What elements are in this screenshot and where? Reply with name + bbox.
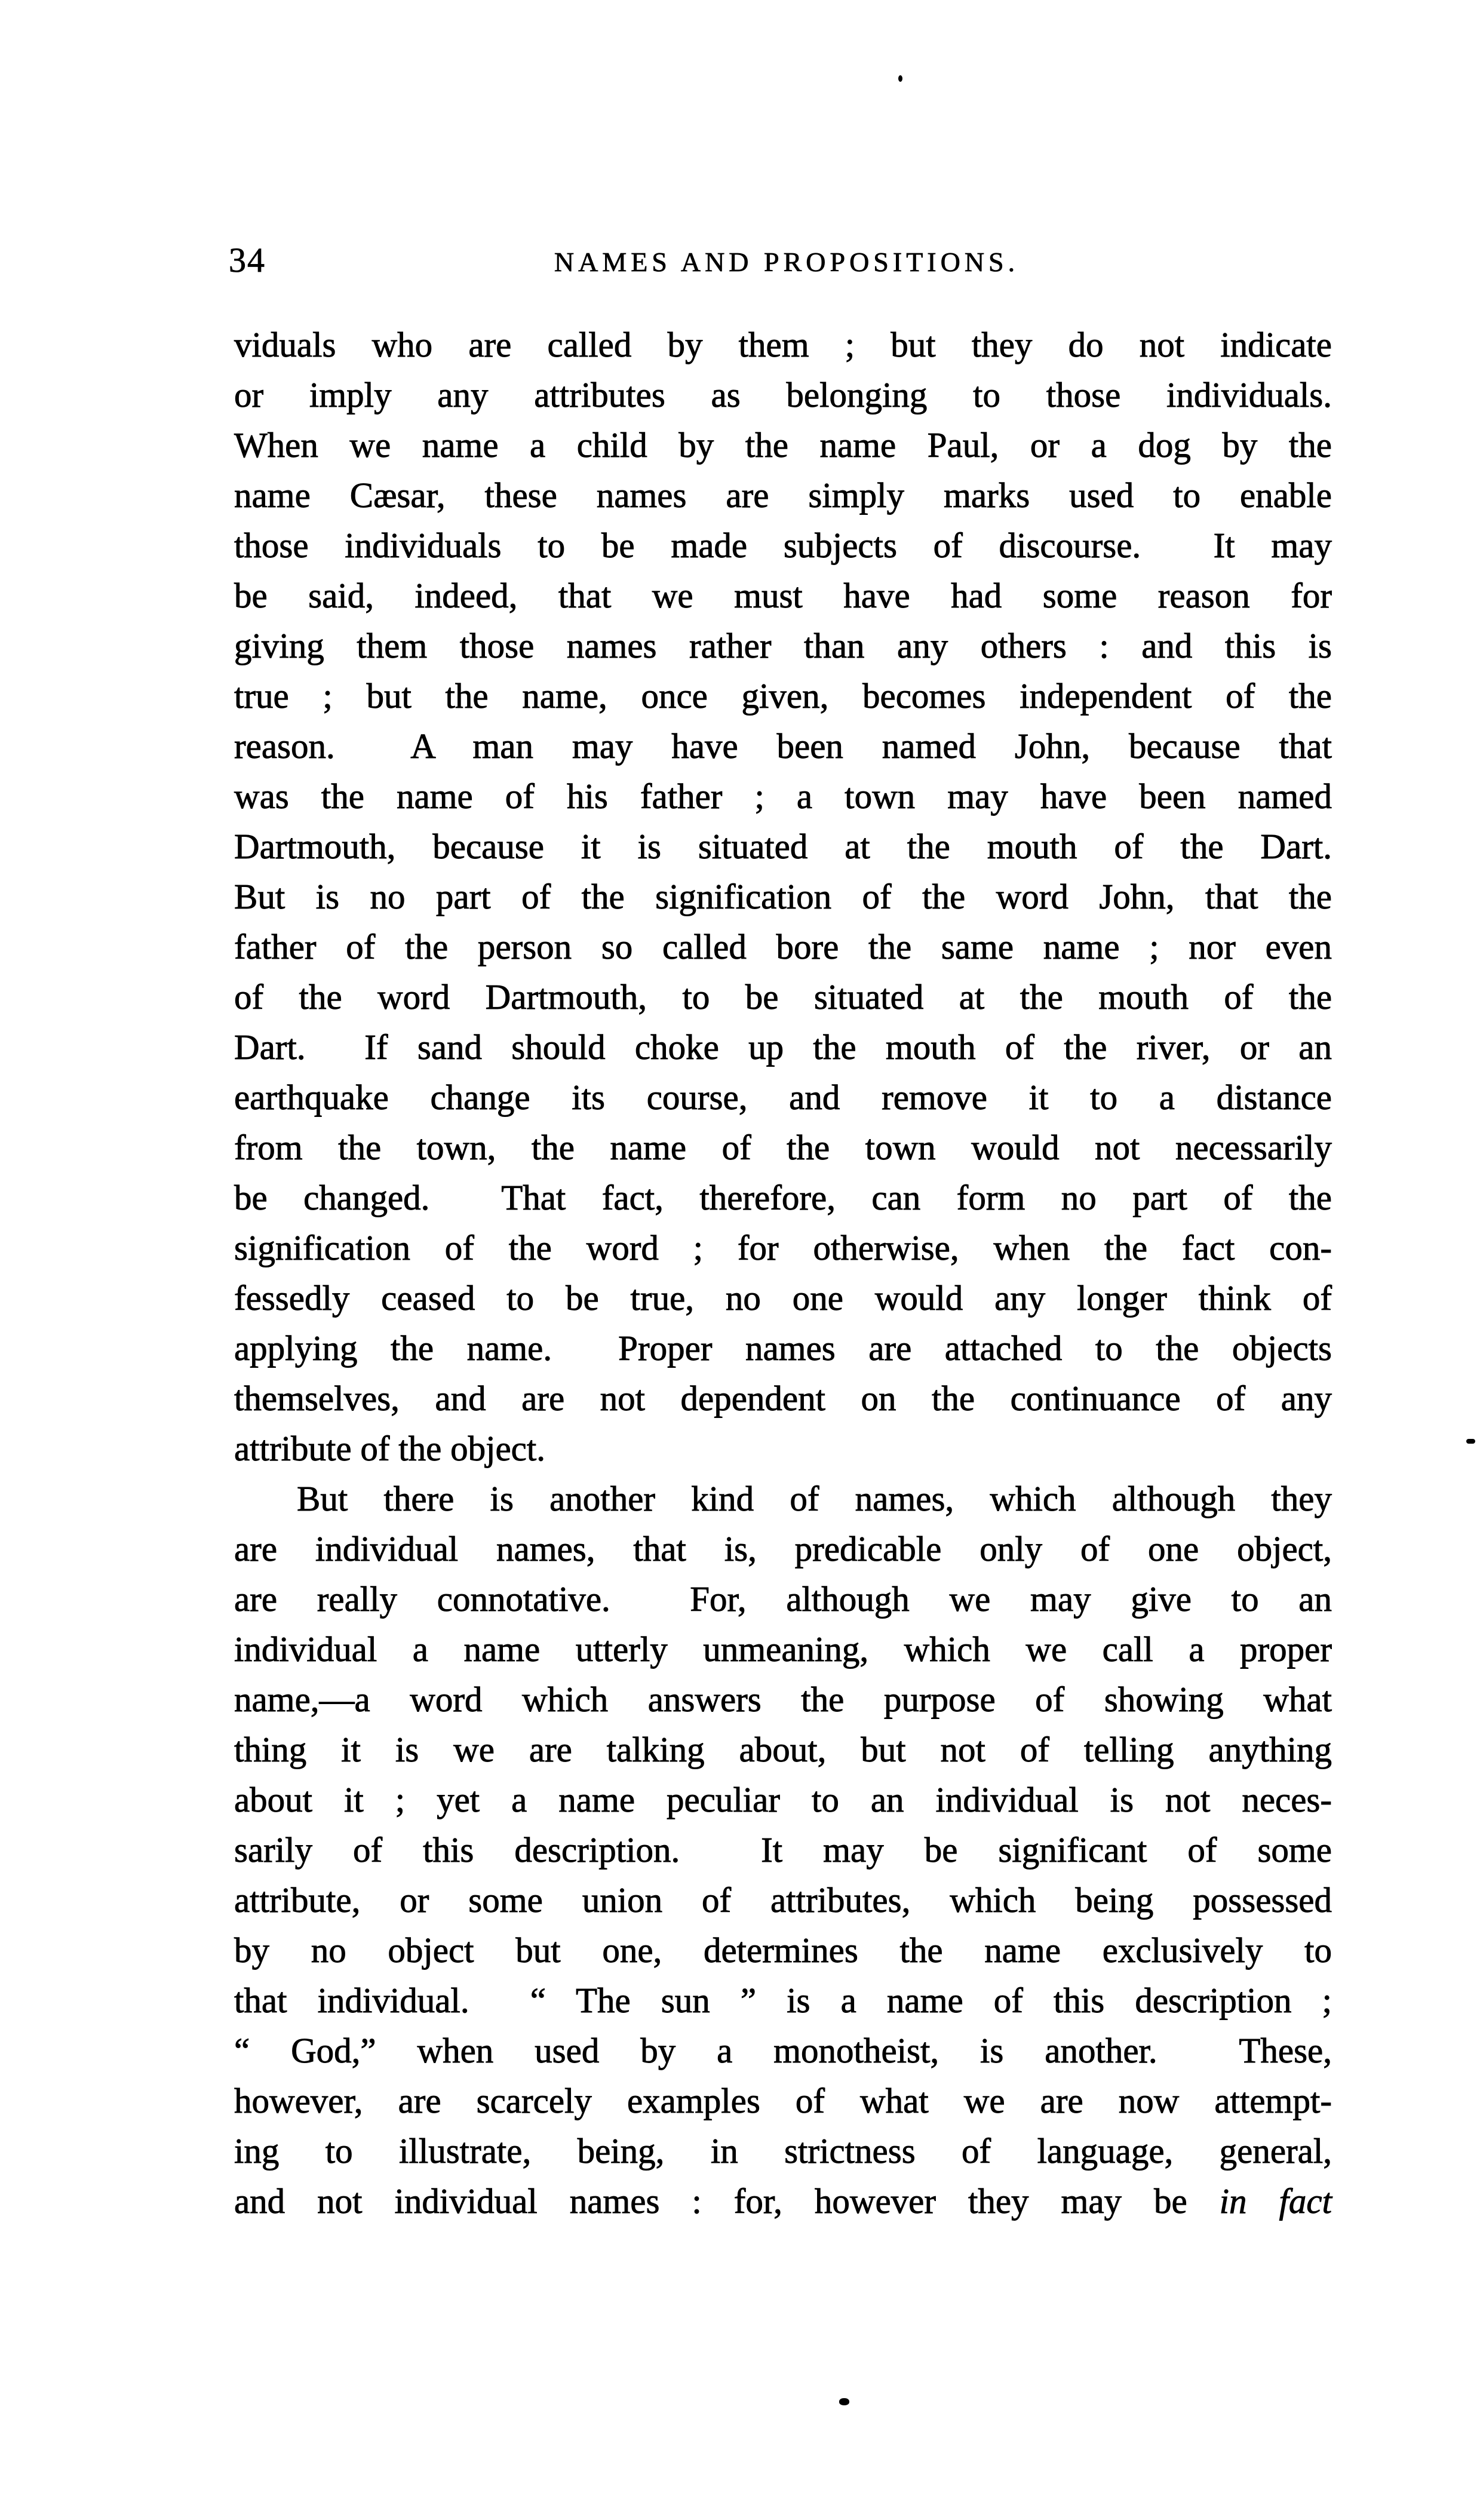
ink-speck-right-margin	[1466, 1439, 1475, 1444]
text-line	[234, 1524, 1332, 1574]
text-line-content: about it ; yet a name peculiar to an individual is not neces-	[234, 1780, 1332, 1819]
text-line-content: ing to illustrate, being, in strictness of language, general,	[234, 2131, 1332, 2171]
text-line	[234, 922, 1332, 972]
text-line-content: or imply any attributes as belonging to those individuals.	[234, 375, 1332, 415]
text-line	[234, 1273, 1332, 1323]
text-line	[234, 2126, 1332, 2176]
text-line	[234, 1674, 1332, 1724]
text-line-content: When we name a child by the name Paul, or a dog by the	[234, 425, 1332, 465]
text-line-content: Dartmouth, because it is situated at the mouth of the Dart.	[234, 827, 1332, 866]
text-line	[234, 320, 1332, 370]
text-line-content: father of the person so called bore the same name ; nor even	[234, 927, 1332, 966]
ink-speck-top	[898, 75, 902, 82]
ink-speck-bottom	[839, 2398, 849, 2405]
text-line-content: however, are scarcely examples of what we are now attempt-	[234, 2081, 1332, 2120]
text-line	[234, 2176, 1332, 2226]
text-line-content: name Cæsar, these names are simply marks used to enable	[234, 475, 1332, 515]
text-line	[234, 520, 1332, 570]
text-line-content: themselves, and are not dependent on the continuance of any	[234, 1379, 1332, 1418]
text-line	[234, 821, 1332, 871]
text-line-content: attribute, or some union of attributes, which being possessed	[234, 1880, 1332, 1920]
text-line-content: But is no part of the signification of the word John, that the	[234, 877, 1332, 916]
text-line	[234, 771, 1332, 821]
text-line	[234, 1975, 1332, 2025]
text-line-content: “ God,” when used by a monotheist, is another. These,	[234, 2031, 1332, 2070]
text-line-content: earthquake change its course, and remove it to a distance	[234, 1078, 1332, 1117]
italic-phrase: in fact	[1219, 2181, 1332, 2221]
text-line	[234, 570, 1332, 621]
text-line	[234, 1172, 1332, 1223]
text-line-content: sarily of this description. It may be significant of some	[234, 1830, 1332, 1870]
text-line	[234, 621, 1332, 671]
text-line	[234, 470, 1332, 520]
text-line-content: But there is another kind of names, which although they	[297, 1479, 1332, 1518]
text-line	[234, 2025, 1332, 2076]
text-line-content: applying the name. Proper names are attached to the objects	[234, 1328, 1332, 1368]
text-line-content: be said, indeed, that we must have had some reason for	[234, 576, 1332, 615]
text-line	[234, 1724, 1332, 1775]
text-line-content: true ; but the name, once given, becomes independent of the	[234, 676, 1332, 716]
text-line	[234, 1825, 1332, 1875]
text-line-content: of the word Dartmouth, to be situated at the mouth of the	[234, 977, 1332, 1017]
text-line-content: be changed. That fact, therefore, can form no part of the	[234, 1178, 1332, 1217]
text-line-content: thing it is we are talking about, but not of telling anything	[234, 1730, 1332, 1769]
text-line-content: was the name of his father ; a town may have been named	[234, 776, 1332, 816]
text-line	[234, 1373, 1332, 1423]
text-line	[234, 2076, 1332, 2126]
text-line-content: individual a name utterly unmeaning, which we call a proper	[234, 1629, 1332, 1669]
text-line	[234, 1122, 1332, 1172]
text-line-content: fessedly ceased to be true, no one would any longer think of	[234, 1278, 1332, 1318]
text-line	[234, 721, 1332, 771]
text-line-content: giving them those names rather than any others : and this is	[234, 626, 1332, 665]
text-line	[234, 1423, 1332, 1474]
text-line	[234, 1474, 1332, 1524]
text-line-content: that individual. “ The sun ” is a name of this description ;	[234, 1981, 1332, 2020]
page-number: 34	[229, 241, 266, 280]
text-line	[234, 972, 1332, 1022]
text-line-content: reason. A man may have been named John, because that	[234, 726, 1332, 766]
text-line	[234, 1925, 1332, 1975]
text-line	[234, 1574, 1332, 1624]
text-line	[234, 1875, 1332, 1925]
text-line-content: name,—a word which answers the purpose of showing what	[234, 1680, 1332, 1719]
text-line-content: Dart. If sand should choke up the mouth of the river, or an	[234, 1027, 1332, 1067]
text-line-content: attribute of the object.	[234, 1429, 545, 1468]
text-line	[234, 1775, 1332, 1825]
body-text	[234, 320, 1332, 2226]
text-line-content: and not individual names : for, however they may be	[234, 2181, 1220, 2221]
text-line-content: by no object but one, determines the name exclusively to	[234, 1930, 1332, 1970]
text-line	[234, 671, 1332, 721]
text-line	[234, 370, 1332, 420]
text-line	[234, 420, 1332, 470]
text-line	[234, 1072, 1332, 1122]
text-line-content: are individual names, that is, predicable only of one object,	[234, 1529, 1332, 1569]
text-line-content: signification of the word ; for otherwise, when the fact con-	[234, 1228, 1332, 1267]
text-line-content: viduals who are called by them ; but they do not indicate	[234, 325, 1332, 364]
text-line-content: are really connotative. For, although we may give to an	[234, 1579, 1332, 1619]
text-line	[234, 1022, 1332, 1072]
text-line	[234, 1223, 1332, 1273]
text-line	[234, 1624, 1332, 1674]
running-header: NAMES AND PROPOSITIONS.	[554, 247, 1020, 277]
text-line	[234, 871, 1332, 922]
text-line	[234, 1323, 1332, 1373]
text-line-content: from the town, the name of the town would not necessarily	[234, 1128, 1332, 1167]
text-line-content: those individuals to be made subjects of discourse. It may	[234, 526, 1332, 565]
